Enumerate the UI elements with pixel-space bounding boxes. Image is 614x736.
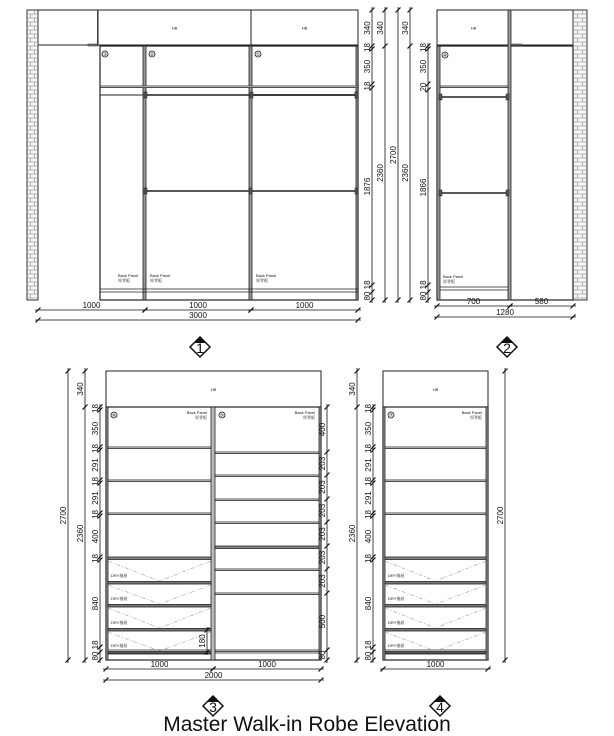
height-dimension: 18 xyxy=(91,477,100,486)
shelf xyxy=(215,522,319,524)
height-dimension: 18 xyxy=(363,280,372,290)
shelf xyxy=(108,480,211,482)
drawer-front xyxy=(108,605,211,608)
shelf xyxy=(385,557,486,560)
back-panel-label-cn: 厚背板 xyxy=(303,415,315,420)
overhead-box-label: HB xyxy=(432,387,439,392)
overhead-box-label: HB xyxy=(301,25,308,31)
height-dimension: 203 xyxy=(318,503,327,518)
side-panel xyxy=(356,46,358,300)
width-dimension: 1000 xyxy=(82,301,101,310)
height-dimension: 1866 xyxy=(419,178,428,197)
wardrobe-carcass xyxy=(100,46,358,300)
height-dimension: 80 xyxy=(91,651,100,661)
height-dimension: 400 xyxy=(318,422,327,437)
brick-wall-outline xyxy=(573,10,587,300)
height-dimension: 1876 xyxy=(363,177,372,196)
height-dimension: 350 xyxy=(91,421,100,436)
height-dimension: 350 xyxy=(363,59,372,74)
overhead-box-label: HB xyxy=(210,387,217,392)
height-dimension: 350 xyxy=(419,59,428,74)
drawer-label: DRY抽屉 xyxy=(111,643,128,648)
shelf xyxy=(108,447,211,449)
back-panel-label-cn: 厚背板 xyxy=(470,415,482,420)
height-dimension: 18 xyxy=(364,640,373,650)
shelf xyxy=(215,650,319,652)
height-dimension: 203 xyxy=(318,527,327,541)
height-dimension: 18 xyxy=(419,280,428,290)
height-dimension: 2700 xyxy=(59,506,68,525)
rail-bracket xyxy=(355,188,358,194)
width-dimension: 1000 xyxy=(258,660,276,669)
back-panel-label: Back Panel xyxy=(443,274,464,279)
shelf xyxy=(385,480,486,482)
shelf xyxy=(108,557,211,560)
back-panel-label: Back Panel xyxy=(118,273,139,278)
overhead-box-label: HB xyxy=(470,25,477,31)
cornice xyxy=(88,44,98,46)
shelf xyxy=(100,86,358,88)
width-dimension: 580 xyxy=(534,297,549,306)
shelf xyxy=(385,447,486,449)
rail-bracket xyxy=(506,94,509,100)
brick-wall xyxy=(27,10,38,300)
drawer-label: DRY抽屉 xyxy=(388,573,405,578)
height-dimension: 500 xyxy=(318,614,327,629)
height-dimension: 18 xyxy=(91,510,100,519)
section-number: ① xyxy=(255,52,261,58)
partition xyxy=(508,10,511,300)
partition xyxy=(249,46,252,300)
width-dimension: 1000 xyxy=(295,301,314,310)
side-panel xyxy=(106,407,108,660)
partition xyxy=(143,46,146,300)
section-number: ④ xyxy=(442,53,448,59)
brick-wall-outline xyxy=(27,10,38,300)
wardrobe-carcass xyxy=(437,46,573,300)
height-dimension: 291 xyxy=(91,491,100,505)
side-panel xyxy=(383,407,385,660)
marker-number: 2 xyxy=(503,340,511,356)
rail-bracket xyxy=(355,92,358,98)
height-dimension: 340 xyxy=(348,382,357,396)
height-dimension: 18 xyxy=(364,477,373,486)
width-dimension: 1280 xyxy=(496,308,514,317)
side-panel xyxy=(486,407,488,660)
height-dimension: 203 xyxy=(318,480,327,494)
height-dimension: 2360 xyxy=(76,524,85,543)
rail-bracket xyxy=(439,94,442,100)
rail-bracket xyxy=(439,190,442,196)
drawer-label: DRY抽屉 xyxy=(111,596,128,601)
width-dimension: 1000 xyxy=(426,660,445,669)
height-dimension: 203 xyxy=(318,574,327,588)
height-dimension: 80 xyxy=(364,651,373,661)
width-dimension: 700 xyxy=(466,297,481,306)
back-panel-label: Back Panel xyxy=(150,273,171,278)
shelf xyxy=(440,86,508,88)
height-dimension: 340 xyxy=(401,21,410,35)
drawer-front xyxy=(108,582,211,585)
width-dimension: 2000 xyxy=(204,671,223,680)
partition xyxy=(211,407,215,660)
drawer-front xyxy=(385,605,486,608)
height-dimension: 18 xyxy=(364,444,373,453)
height-dimension: 18 xyxy=(364,404,373,413)
section-number: ⑥ xyxy=(111,413,117,419)
height-dimension: 400 xyxy=(364,529,373,544)
drawer-label: DRY抽屉 xyxy=(388,596,405,601)
rail-bracket xyxy=(144,188,147,194)
height-dimension: 18 xyxy=(419,43,428,52)
width-dimension: 3000 xyxy=(189,311,207,320)
back-panel-label-cn: 厚背板 xyxy=(256,278,268,283)
height-dimension: 80 xyxy=(318,650,327,660)
back-panel-label: Back Panel xyxy=(461,410,482,415)
height-dimension: 18 xyxy=(91,404,100,413)
height-dimension: 20 xyxy=(419,82,428,92)
height-dimension: 18 xyxy=(91,444,100,453)
back-panel-label: Back Panel xyxy=(186,410,207,415)
height-dimension: 291 xyxy=(364,458,373,472)
back-panel-label: Back Panel xyxy=(256,273,277,278)
rail-bracket xyxy=(250,92,253,98)
drawer-label: DRY抽屉 xyxy=(111,620,128,625)
height-dimension: 291 xyxy=(364,491,373,505)
height-dimension: 18 xyxy=(363,81,372,91)
drawer-label: DRY抽屉 xyxy=(388,620,405,625)
shelf xyxy=(215,499,319,501)
shelf xyxy=(215,475,319,477)
marker-number: 3 xyxy=(209,699,217,715)
shelf xyxy=(215,452,319,454)
drawer-label: DRY抽屉 xyxy=(388,643,405,648)
shelf xyxy=(108,513,211,515)
drawer-front xyxy=(108,629,211,632)
drawer-front xyxy=(385,582,486,585)
height-dimension: 340 xyxy=(76,382,85,396)
height-dimension: 340 xyxy=(363,21,372,35)
back-panel-label-cn: 厚背板 xyxy=(150,278,162,283)
height-dimension: 291 xyxy=(91,458,100,472)
shelf xyxy=(385,513,486,515)
drawing-title: Master Walk-in Robe Elevation xyxy=(163,713,451,736)
height-dimension: 2360 xyxy=(376,164,385,182)
height-dimension: 18 xyxy=(364,510,373,519)
height-dimension: 203 xyxy=(318,550,327,565)
side-panel xyxy=(437,46,440,300)
height-dimension: 80 xyxy=(419,291,428,301)
rail-bracket xyxy=(249,188,252,194)
shelf xyxy=(215,593,319,595)
drawer-height-dimension: 180 xyxy=(198,634,207,648)
back-panel-label-cn: 厚背板 xyxy=(195,415,207,420)
height-dimension: 18 xyxy=(363,43,372,52)
height-dimension: 340 xyxy=(376,21,385,35)
shelf xyxy=(215,546,319,549)
height-dimension: 400 xyxy=(91,529,100,544)
rail-bracket xyxy=(144,92,147,98)
height-dimension: 840 xyxy=(364,596,373,611)
marker-number: 4 xyxy=(436,699,444,715)
height-dimension: 18 xyxy=(364,554,373,563)
drawer-label: DRY抽屉 xyxy=(111,573,128,578)
overhead-box-label: HB xyxy=(171,25,178,31)
marker-number: 1 xyxy=(196,340,204,356)
height-dimension: 2360 xyxy=(348,524,357,543)
shelf xyxy=(215,569,319,571)
height-dimension: 80 xyxy=(363,291,372,301)
width-dimension: 1000 xyxy=(189,301,207,310)
section-number: ② xyxy=(149,52,155,58)
section-number: ⑤ xyxy=(219,413,225,419)
back-panel-label: Back Panel xyxy=(294,410,315,415)
width-dimension: 1000 xyxy=(150,660,169,669)
section-number: ⑦ xyxy=(388,413,394,419)
height-dimension: 18 xyxy=(91,640,100,650)
drawer-front xyxy=(385,629,486,632)
section-number: ③ xyxy=(102,52,108,58)
height-dimension: 350 xyxy=(364,421,373,436)
brick-wall xyxy=(573,10,587,300)
height-dimension: 2700 xyxy=(389,146,398,164)
back-panel-label-cn: 厚背板 xyxy=(118,278,130,283)
height-dimension: 840 xyxy=(91,596,100,611)
rail-bracket xyxy=(506,190,509,196)
back-panel-label-cn: 厚背板 xyxy=(443,279,455,284)
height-dimension: 203 xyxy=(318,456,327,471)
height-dimension: 18 xyxy=(91,554,100,563)
height-dimension: 2360 xyxy=(401,164,410,182)
height-dimension: 2700 xyxy=(496,506,505,525)
